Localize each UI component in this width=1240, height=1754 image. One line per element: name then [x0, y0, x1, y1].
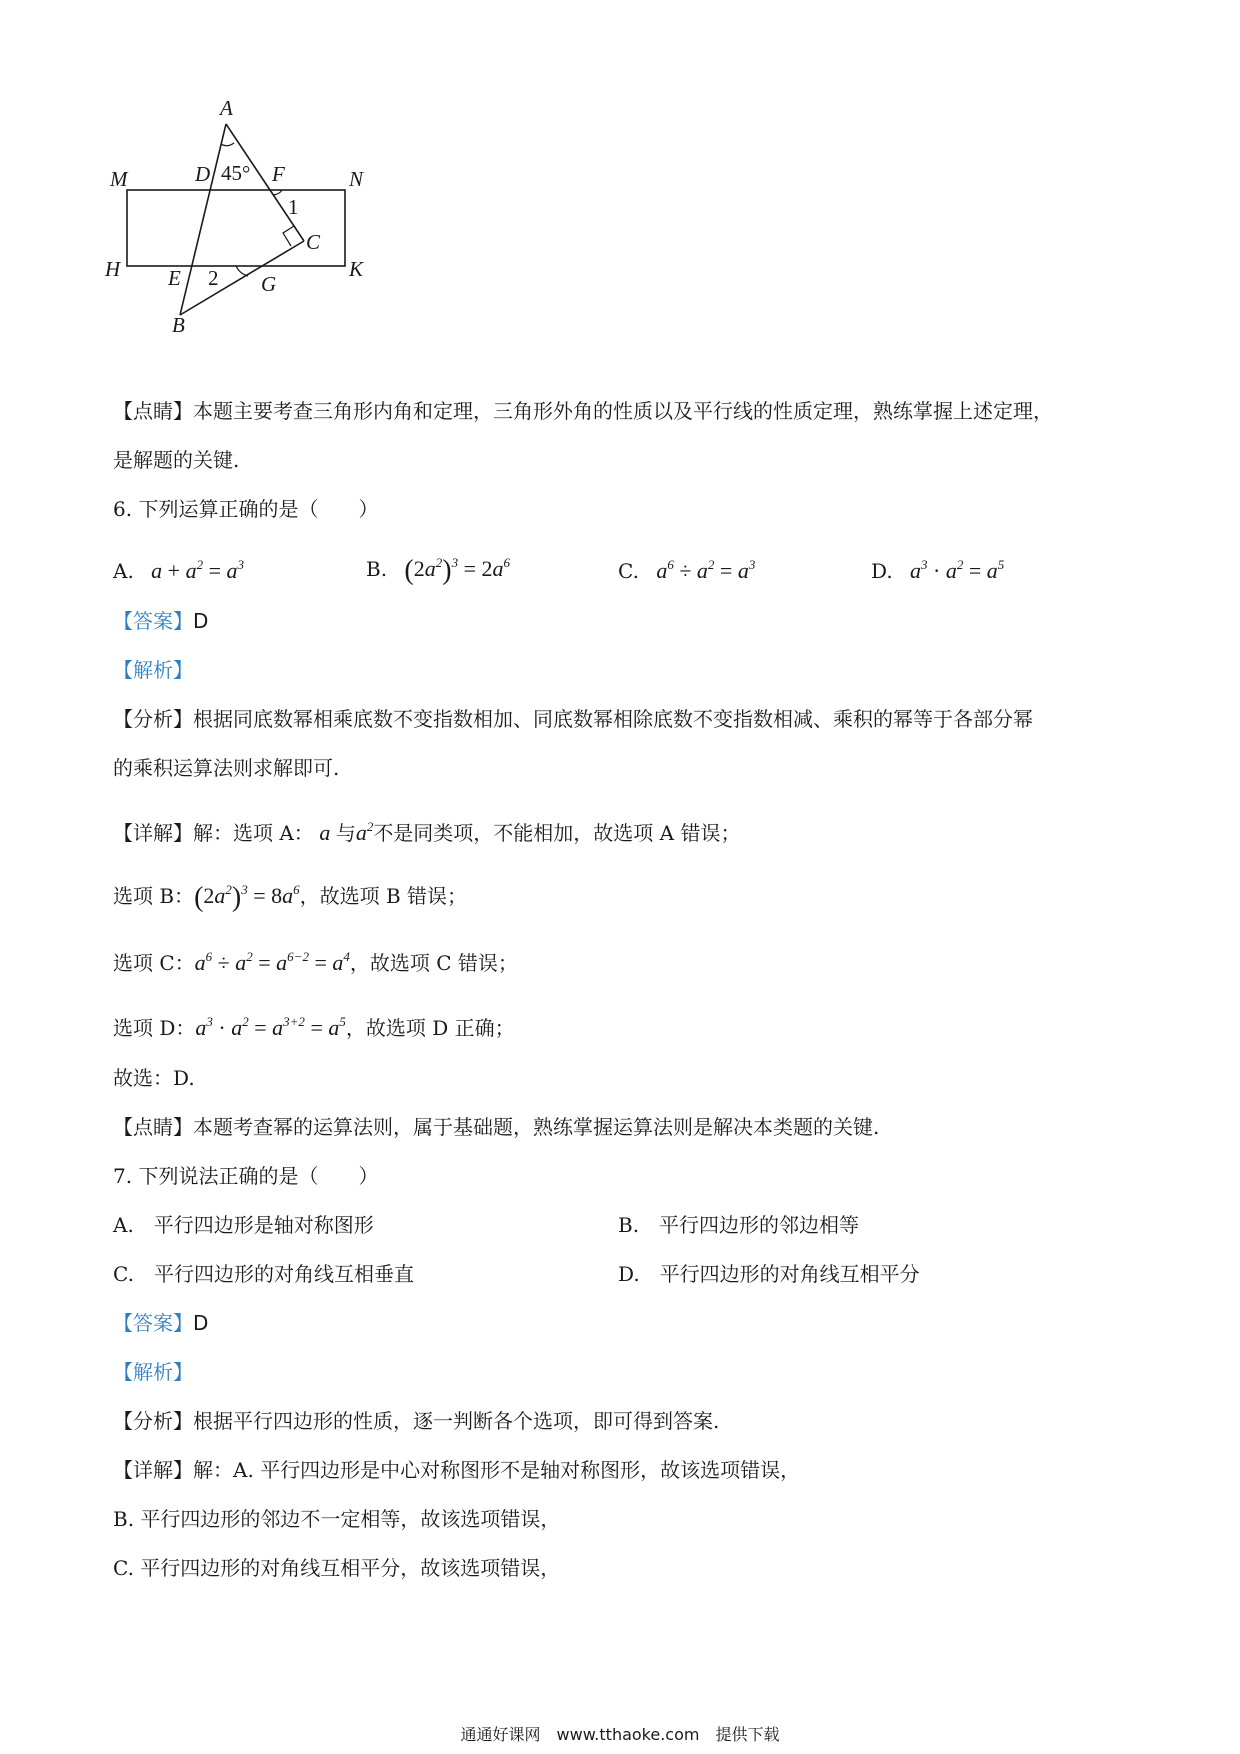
q6-option-a — [113, 551, 244, 585]
label-b: B — [172, 313, 185, 337]
q6-answer — [113, 607, 208, 635]
answer-tag: 【答案】 — [113, 609, 193, 633]
xiangjie-tag: 【详解】 — [113, 1458, 193, 1482]
q6-option-b — [366, 549, 510, 585]
formula-d: $a^3 \cdot a^2 = a^{3+2} = a^5$ — [195, 1014, 346, 1040]
label-e: E — [168, 266, 181, 290]
dianjing-tag: 【点睛】 — [113, 399, 193, 423]
label-d: D — [195, 162, 211, 186]
dianjing-text: 本题主要考查三角形内角和定理，三角形外角的性质以及平行线的性质定理，熟练掌握上述定理， — [193, 399, 1053, 423]
label-m: M — [110, 167, 128, 191]
xiangjie-a-text: 解：A. 平行四边形是中心对称图形不是轴对称图形，故该选项错误， — [193, 1458, 801, 1482]
q6-xiangjie-a — [113, 813, 740, 847]
q6-option-d-formula: $a^3 \cdot a^2 = a^5$ — [899, 557, 1005, 583]
q7-option-d: D. 平行四边形的对角线互相平分 — [618, 1262, 920, 1286]
fenxi-tag: 【分析】 — [113, 707, 193, 731]
jiexi-tag: 【解析】 — [113, 1360, 193, 1384]
xiangjie-d-prefix: 选项 D： — [113, 1016, 196, 1040]
q6-xiangjie-c — [113, 943, 518, 977]
q7-option-b: B. 平行四边形的邻边相等 — [618, 1213, 860, 1237]
fenxi-text: 根据平行四边形的性质，逐一判断各个选项，即可得到答案. — [193, 1409, 720, 1433]
q7-option-c: C. 平行四边形的对角线互相垂直 — [113, 1262, 414, 1286]
segment-ab — [180, 124, 226, 315]
q6-option-d — [871, 551, 1004, 585]
answer-value: D — [193, 609, 209, 633]
q7-answer — [113, 1309, 208, 1337]
q6-jiexi — [113, 656, 193, 684]
xiangjie-c-suffix: ，故选项 C 错误； — [349, 951, 518, 975]
q7-jiexi — [113, 1358, 193, 1386]
q6-guxuan: 故选：D. — [113, 1066, 195, 1090]
label-h: H — [105, 257, 121, 281]
q6-option-b-label: B. — [366, 557, 388, 581]
formula-a: a — [313, 820, 336, 845]
q5-dianjing-line1 — [113, 397, 1053, 425]
answer-value: D — [193, 1311, 209, 1335]
label-n: N — [349, 167, 364, 191]
label-f: F — [272, 162, 285, 186]
q6-option-d-label: D. — [871, 559, 893, 583]
label-c: C — [306, 230, 321, 254]
fenxi-tag: 【分析】 — [113, 1409, 193, 1433]
q6-fenxi-line1 — [113, 705, 1033, 733]
xiangjie-a-mid: 与 — [335, 821, 356, 845]
q7-fenxi — [113, 1407, 719, 1435]
answer-tag: 【答案】 — [113, 1311, 193, 1335]
formula-c: $a^6 \div a^2 = a^{6-2} = a^4$ — [194, 949, 350, 975]
q6-stem: 6. 下列运算正确的是（ ） — [113, 497, 379, 521]
q7-stem: 7. 下列说法正确的是（ ） — [113, 1164, 379, 1188]
q6-option-b-formula: $(2a^2)^3 = 2a^6$ — [404, 555, 510, 586]
q6-dianjing — [113, 1113, 879, 1141]
xiangjie-tag: 【详解】 — [113, 821, 193, 845]
xiangjie-a-prefix: 解：选项 A： — [193, 821, 314, 845]
jiexi-tag: 【解析】 — [113, 658, 193, 682]
q5-dianjing-line2: 是解题的关键. — [113, 448, 240, 472]
q7-option-a: A. 平行四边形是轴对称图形 — [113, 1213, 374, 1237]
q6-xiangjie-d — [113, 1008, 515, 1042]
q6-option-a-label: A. — [113, 559, 134, 583]
triangle-rectangle-figure — [105, 96, 428, 374]
segment-bc — [180, 241, 304, 315]
label-angle-1: 1 — [288, 195, 299, 219]
label-angle-2: 2 — [208, 266, 219, 290]
formula-a-squared: $a^2$ — [355, 819, 374, 845]
rectangle-mnkh — [127, 190, 345, 266]
fenxi-text: 根据同底数幂相乘底数不变指数相加、同底数幂相除底数不变指数相减、乘积的幂等于各部分幂 — [193, 707, 1033, 731]
xiangjie-d-suffix: ，故选项 D 正确； — [345, 1016, 515, 1040]
q6-option-c-formula: $a^6 \div a^2 = a^3$ — [645, 557, 756, 583]
formula-b: $(2a^2)^3 = 8a^6$ — [194, 882, 300, 913]
angle-a-arc — [221, 143, 234, 146]
q7-xiangjie-a — [113, 1456, 800, 1484]
label-k: K — [349, 257, 364, 281]
xiangjie-b-prefix: 选项 B： — [113, 884, 195, 908]
footer-source: 通通好课网 www.tthaoke.com 提供下载 — [460, 1725, 780, 1744]
q7-xiangjie-c: C. 平行四边形的对角线互相平分，故该选项错误， — [113, 1556, 561, 1580]
q7-xiangjie-b: B. 平行四边形的邻边不一定相等，故该选项错误， — [113, 1507, 561, 1531]
xiangjie-a-suffix: 不是同类项，不能相加，故选项 A 错误； — [373, 821, 741, 845]
label-angle-45: 45° — [221, 161, 251, 185]
xiangjie-c-prefix: 选项 C： — [113, 951, 195, 975]
q6-option-c — [618, 551, 755, 585]
q6-option-c-label: C. — [618, 559, 639, 583]
xiangjie-b-suffix: ，故选项 B 错误； — [299, 884, 468, 908]
q6-option-a-formula: $a + a^2 = a^3$ — [140, 557, 245, 583]
label-g: G — [261, 272, 277, 296]
q6-xiangjie-b — [113, 876, 467, 912]
right-angle-mark — [283, 226, 294, 246]
q6-fenxi-line2: 的乘积运算法则求解即可. — [113, 756, 340, 780]
angle-2-arc — [236, 266, 248, 276]
dianjing-text: 本题考查幂的运算法则，属于基础题，熟练掌握运算法则是解决本类题的关键. — [193, 1115, 880, 1139]
dianjing-tag: 【点睛】 — [113, 1115, 193, 1139]
label-a: A — [220, 96, 233, 120]
